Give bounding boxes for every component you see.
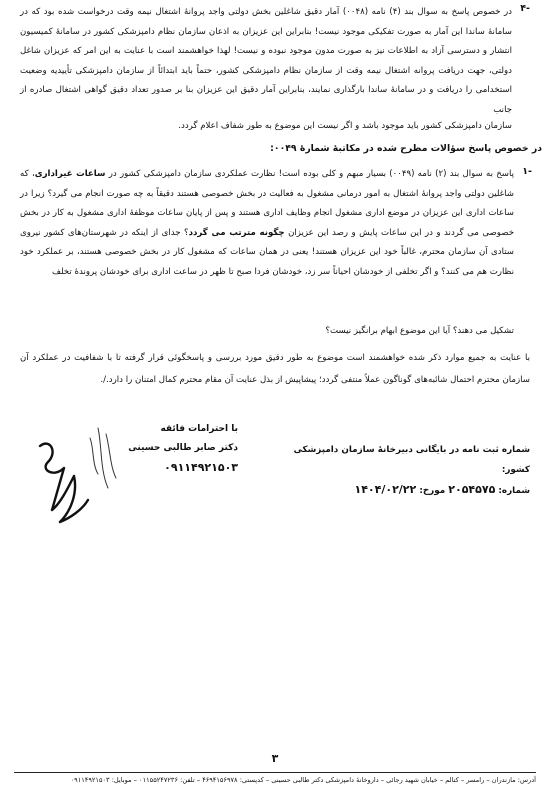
item-1-paragraph [20, 165, 514, 283]
signer-phone: ۰۹۱۱۴۹۲۱۵۰۳ [164, 461, 238, 474]
footer-address: آدرس: مازندران – رامسر – کتالم – خیابان شهید رجائی – داروخانۀ دامپزشکی دکتر طالبی حسینی – کدپستی: ۴۶۹۴۱۵۶۹۷۸ – تلفن: ۰۱۱۵۵۲۴۷۲۳۶ – موبایل: ۰۹۱۱۴۹۲۱۵۰۳ [14, 772, 536, 785]
registration-block [270, 440, 530, 501]
respect-line: با احترامات فائقه [160, 424, 238, 434]
registration-date-label: مورخ: [419, 486, 446, 496]
item-1-middle-1: ، که شاغلین دولتی واجد پروانۀ اشتغال به امور درمانی مشغول به فعالیت در بخش خصوصی هستند دقیقاً به چه صورت انجام می گیرد؟ زیرا در ساعات اداری این عزیزان در موضع اداری مشغول انجام وظایف اداری هستند و پس از پایان ساعات موظفۀ اداری مشغول به کار در بخش خصوصی می گردند و در این ساعات پایش و رصد این عزیزان [20, 169, 515, 238]
item-4-paragraph: در خصوص پاسخ به سوال بند (۴) نامه (۰۰۴۸) آمار دقیق شاغلین بخش دولتی واجد پروانۀ اشتغال نیمه وقت درخواست شده بود که در سامانۀ ساندا این آمار به صورت تفکیکی موجود نیست! بنابراین این عزیزان به اذعان سازمان نظام دامپزشکی کشور در سامانۀ کمیسیون انتشار و دسترسی آزاد به اطلاعات نیز به صورت مدون موجود نبوده و نیست! لهذا خواهشمند است با عنایت به این امر که عزیزان شاغل دولتی، جهت دریافت پروانه اشتغال نیمه وقت از سازمان نظام دامپزشکی کشور، حتماً باید ابتدائاً از سازمان دامپزشکی تأییدیه وضعیت استخدامی را دریافت و در سامانۀ ساندا بارگذاری نمایند، بنابراین آمار دقیق این عزیزان بنا بر صدور تعداد دقیق گواهی اشتغال صادره از جانب [20, 7, 513, 115]
registration-number-label: شماره: [498, 486, 530, 496]
registration-number: ۲۰۵۴۵۷۵ [448, 483, 496, 496]
item-1-intro: پاسخ به سوال بند (۲) نامه (۰۰۴۹) بسیار مبهم و کلی بوده است! نظارت عملکردی سازمان دامپزشکی کشور در [108, 169, 514, 179]
item-1-emphasis-2: چگونه مترتب می گردد [188, 227, 285, 238]
registration-title: شماره ثبت نامه در بایگانی دبیرخانۀ سازمان دامپزشکی کشور: [293, 445, 530, 475]
item-4-number: -۴ [520, 3, 530, 14]
signer-name: دکتر صابر طالبی حسینی [128, 443, 238, 453]
registration-number-line [270, 480, 530, 501]
handwritten-signature [30, 418, 120, 528]
closing-paragraph: با عنایت به جمیع موارد ذکر شده خواهشمند است موضوع به طور دقیق مورد بررسی و پاسخگوئی قرار گرفته تا با شفافیت در عملکرد آن سازمان محترم احتمال شائبه‌های گوناگون عملاً منتفی گردد؛ پیشاپیش از بذل عنایت آن مقام محترم کمال امتنان را دارد./. [20, 353, 530, 385]
item-4-last-line: سازمان دامپزشکی کشور باید موجود باشد و اگر نیست این موضوع به طور شفاف اعلام گردد. [178, 121, 512, 131]
item-1-middle-2: ؟ جدای از اینکه در شهرستان‌های کشور نیروی ستادی آن سازمان محترم، غالباً خود این عزیزان هستند! یعنی در همان ساعات که مشغول کار در بخش خصوصی هستند، بر عملکرد خود نظارت هم می کنند؟ و اگر تخلفی از خودشان احیاناً سر زد، خودشان فردا صبح تا ظهر در ساعت اداری برای خودشان پروندۀ تخلف [20, 227, 514, 277]
item-1-number: -۱ [522, 166, 532, 177]
section-heading: در خصوص پاسخ سؤالات مطرح شده در مکاتبۀ شمارۀ ۰۰۴۹: [270, 143, 542, 154]
page-number: ۳ [271, 752, 279, 765]
item-1-emphasis-1: ساعات غیراداری [34, 169, 106, 179]
registration-date: ۱۴۰۴/۰۲/۲۲ [354, 483, 417, 496]
item-1-last-line: تشکیل می دهند؟ آیا این موضوع ابهام برانگیز نیست؟ [325, 326, 514, 336]
